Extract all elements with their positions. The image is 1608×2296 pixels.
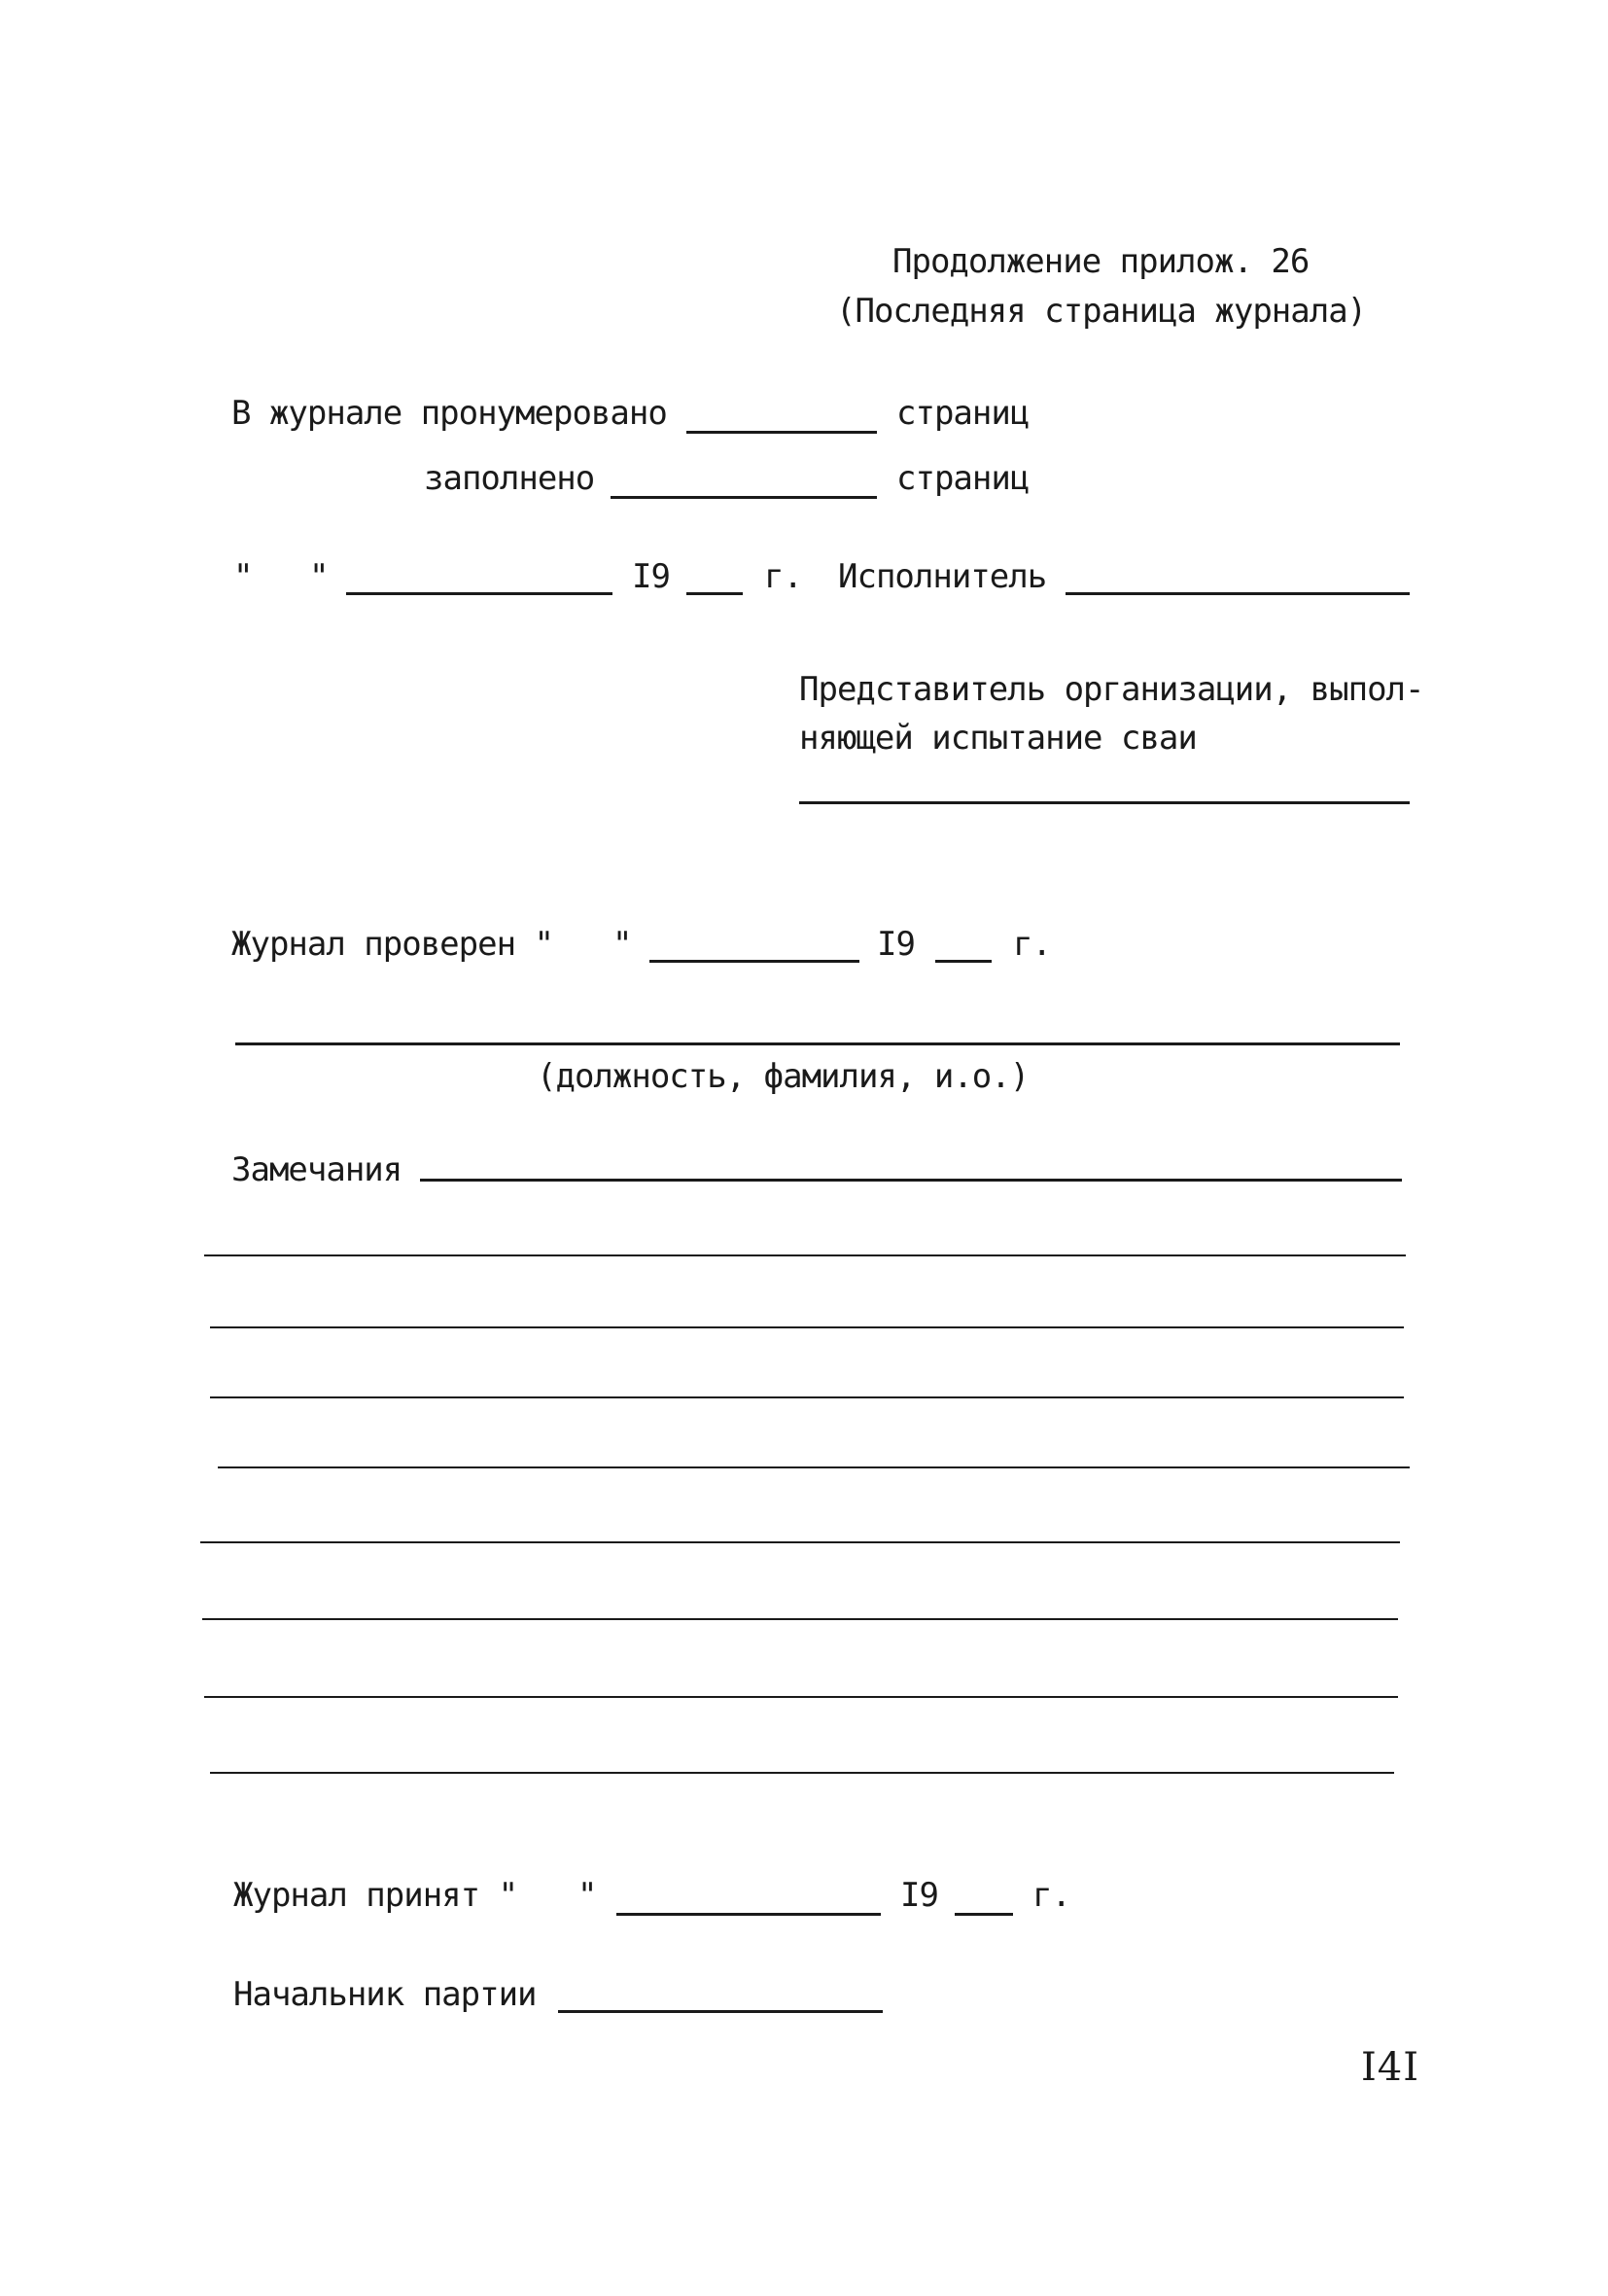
journal-accepted-year-suffix: г. [1032, 1876, 1070, 1915]
remarks-line-2[interactable] [204, 1254, 1406, 1256]
executor-date-month-field[interactable] [346, 592, 612, 595]
journal-checked-quote-close: " [612, 925, 632, 964]
executor-signature-field[interactable] [1066, 592, 1410, 595]
executor-year-suffix: г. [764, 557, 802, 596]
journal-accepted-year-field[interactable] [955, 1913, 1013, 1916]
journal-checked-year-prefix: I9 [877, 925, 915, 964]
remarks-line-3[interactable] [210, 1326, 1404, 1328]
appendix-continuation-heading: Продолжение прилож. 26 [892, 242, 1310, 281]
checker-caption: (должность, фамилия, и.о.) [537, 1057, 1030, 1096]
remarks-line-1[interactable] [420, 1179, 1402, 1182]
pages-numbered-unit: страниц [896, 394, 1030, 433]
date-quote-open: " [233, 557, 253, 596]
remarks-label: Замечания [231, 1150, 402, 1189]
journal-accepted-label: Журнал принят " [233, 1876, 518, 1915]
remarks-line-9[interactable] [210, 1772, 1394, 1774]
remarks-line-6[interactable] [200, 1541, 1400, 1543]
journal-checked-year-field[interactable] [935, 960, 992, 963]
journal-checked-date-field[interactable] [649, 960, 859, 963]
representative-line-2: няющей испытание сваи [799, 719, 1197, 758]
journal-checked-label: Журнал проверен " [231, 925, 553, 964]
remarks-line-5[interactable] [218, 1466, 1410, 1468]
pages-filled-field[interactable] [611, 496, 877, 499]
chief-signature-field[interactable] [558, 2010, 883, 2013]
pages-numbered-field[interactable] [686, 431, 877, 434]
remarks-line-4[interactable] [210, 1396, 1404, 1398]
remarks-line-8[interactable] [204, 1696, 1398, 1698]
remarks-line-7[interactable] [202, 1618, 1398, 1620]
page-number: I4I [1361, 2045, 1420, 2090]
pages-filled-unit: страниц [896, 459, 1030, 498]
journal-accepted-year-prefix: I9 [900, 1876, 938, 1915]
pages-numbered-label: В журнале пронумеровано [231, 394, 667, 433]
date-quote-close: " [309, 557, 329, 596]
pages-filled-label: заполнено [424, 459, 595, 498]
checker-signature-field[interactable] [235, 1042, 1400, 1045]
representative-line-1: Представитель организации, выпол- [799, 670, 1424, 709]
chief-label: Начальник партии [233, 1975, 537, 2014]
executor-year-field[interactable] [686, 592, 743, 595]
last-page-heading: (Последняя страница журнала) [836, 292, 1367, 331]
representative-signature-field[interactable] [799, 801, 1410, 804]
journal-checked-year-suffix: г. [1013, 925, 1051, 964]
executor-label: Исполнитель [838, 557, 1047, 596]
journal-accepted-date-field[interactable] [616, 1913, 881, 1916]
journal-accepted-quote-close: " [577, 1876, 597, 1915]
executor-year-prefix: I9 [632, 557, 670, 596]
